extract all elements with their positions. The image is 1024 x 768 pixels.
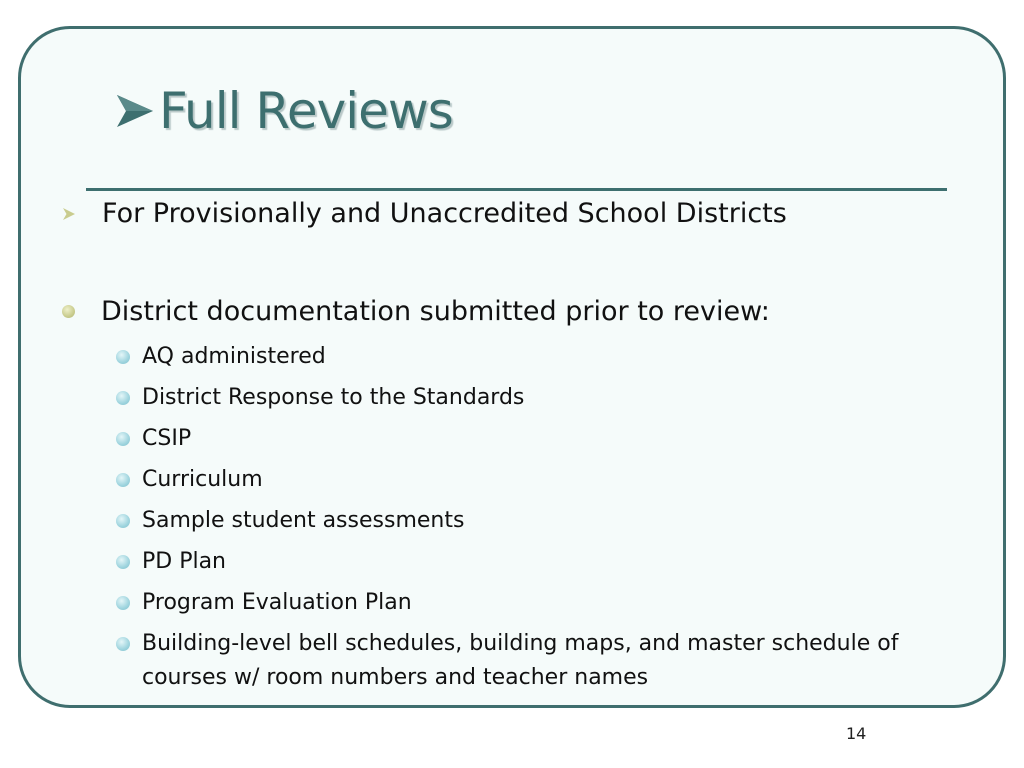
slide-title (115, 82, 453, 140)
sub-bullet-item (116, 340, 326, 374)
sub-bullet-item (116, 545, 226, 579)
dot-bullet-icon (116, 473, 130, 487)
dot-bullet-icon (116, 514, 130, 528)
sub-bullet-text: Program Evaluation Plan (142, 590, 412, 615)
page-number: 14 (846, 724, 867, 743)
sub-bullet-text: District Response to the Standards (142, 385, 525, 410)
sub-bullet-text: AQ administered (142, 344, 326, 369)
sub-bullet-text: Sample student assessments (142, 508, 465, 533)
sub-bullet-item (116, 586, 412, 620)
arrow-bullet-icon (62, 207, 76, 221)
sub-bullet-item (116, 463, 263, 497)
dot-bullet-icon (116, 555, 130, 569)
dot-bullet-icon (116, 596, 130, 610)
slide-title-text: Full Reviews (159, 82, 453, 140)
sub-bullet-item (116, 504, 464, 538)
sub-bullet-text: PD Plan (142, 549, 227, 574)
dot-bullet-icon (62, 305, 75, 318)
sub-bullet-item (116, 627, 902, 695)
bullet-text: District documentation submitted prior to review: (101, 296, 770, 327)
sub-bullet-item (116, 422, 191, 456)
bullet-text: For Provisionally and Unaccredited School Districts (102, 198, 787, 229)
dot-bullet-icon (116, 432, 130, 446)
title-divider (86, 188, 947, 191)
dot-bullet-icon (116, 350, 130, 364)
sub-bullet-item (116, 381, 524, 415)
sub-bullet-text: CSIP (142, 426, 192, 451)
dot-bullet-icon (116, 391, 130, 405)
dot-bullet-icon (116, 637, 130, 651)
sub-bullet-text: Curriculum (142, 467, 263, 492)
bullet-item (62, 198, 787, 229)
bullet-item (62, 296, 770, 327)
sub-bullet-text: Building-level bell schedules, building maps, and master schedule of courses w/ room numbers and teacher names (142, 631, 899, 690)
arrow-bullet-icon (115, 91, 155, 131)
